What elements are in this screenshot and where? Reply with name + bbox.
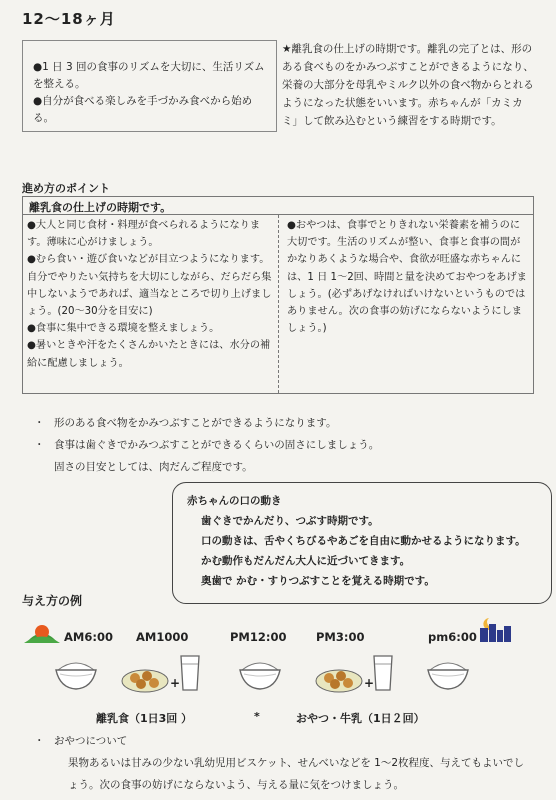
mouth-line: かむ動作もだんだん大人に近づいてきます。	[201, 555, 411, 567]
goal-item: ●1 日 3 回の食事のリズムを大切に、生活リズムを整える。	[33, 61, 265, 90]
snack-section	[34, 730, 534, 796]
plus-sign: +	[364, 676, 375, 690]
asterisk: *	[254, 710, 260, 723]
snack-text: 果物あるいは甘みの少ない乳幼児用ビスケット、せんべいなどを 1～2枚程度、与えてもよいでしょう。次の食事の妨げにならないよう、与える量に気をつけましょう。	[68, 757, 525, 791]
points-heading: 進め方のポイント	[22, 182, 110, 195]
example-title: 与え方の例	[22, 594, 83, 608]
points-box	[22, 196, 534, 394]
mouth-line: 歯ぐきでかんだり、つぶす時期です。	[201, 515, 379, 527]
plus-sign: +	[170, 676, 181, 690]
note-text: 食事は歯ぐきでかみつぶすことができるくらいの固さにしましょう。	[54, 439, 380, 451]
points-subheading: 離乳食の仕上げの時期です。	[23, 197, 533, 215]
bullet: ・	[34, 439, 45, 451]
snack-label: おやつ・牛乳（1日２回）	[296, 712, 425, 725]
snack-heading-row	[34, 730, 534, 752]
rice-bowl-icon	[236, 652, 284, 692]
time-label: AM1000	[136, 630, 189, 644]
time-label: PM12:00	[230, 630, 287, 644]
goals-box	[22, 40, 277, 132]
point-item: ●むら食い・遊び食いなどが目立つようになります。自分でやりたい気持ちを大切にしながら、だらだら集中しないようであれば、適当なところで切り上げましょう。(20～30分を目安に)	[27, 254, 272, 318]
points-right-column: ●おやつは、食事でとりきれない栄養素を補うのに大切です。生活のリズムが整い、食事と食事の間がかなりあくような場合や、食欲が旺盛な赤ちゃんには、1 日 1～2回、時間と量を決めておやつをあげましょう。(必ずあげなければいけないというものではありません。次の食事の妨げにならないようにしましょう。)	[287, 220, 527, 335]
note-text: 形のある食べ物をかみつぶすことができるようになります。	[54, 417, 337, 429]
mouth-movement-box	[172, 482, 552, 604]
sunrise-icon	[22, 622, 62, 644]
bullet: ・	[34, 735, 45, 747]
bullet: ・	[34, 417, 45, 429]
snack-heading: おやつについて	[54, 735, 128, 747]
mouth-line: 奥歯で かむ・すりつぶすことを覚える時期です。	[201, 575, 435, 587]
point-item: ●食事に集中できる環境を整えましょう。	[27, 323, 220, 335]
milk-glass-icon	[179, 654, 201, 692]
snack-plate-icon	[120, 664, 170, 694]
points-left-column	[23, 215, 277, 372]
note-item	[34, 412, 534, 434]
time-label: AM6:00	[64, 630, 113, 644]
mouth-title: 赤ちゃんの口の動き	[187, 495, 282, 507]
goal-item: ●自分が食べる楽しみを手づかみ食べから始める。	[33, 95, 253, 124]
meal-label: 離乳食（1日3回 ）	[96, 712, 193, 725]
note-item	[34, 434, 534, 456]
snack-plate-icon	[314, 664, 364, 694]
page-title: 12～18ヶ月	[22, 10, 116, 28]
note-text: 固さの目安としては、肉だんご程度です。	[54, 461, 253, 473]
point-item: ●暑いときや汗をたくさんかいたときには、水分の補給に配慮しましょう。	[27, 340, 271, 369]
milk-glass-icon	[372, 654, 394, 692]
rice-bowl-icon	[424, 652, 472, 692]
time-label: PM3:00	[316, 630, 365, 644]
mouth-line: 口の動きは、舌やくちびるやあごを自由に動かせるようになります。	[201, 535, 526, 547]
note-item	[34, 456, 534, 478]
point-item: ●大人と同じ食材・料理が食べられるようになります。薄味に心がけましょう。	[27, 220, 261, 249]
time-label: pm6:00	[428, 630, 477, 644]
night-city-icon	[478, 614, 512, 642]
stage-description: ★離乳食の仕上げの時期です。離乳の完了とは、形のある食べものをかみつぶすことができるようになり、栄養の大部分を母乳やミルク以外の食べ物からとれるようになった状態をいいます。赤ちゃんが「カミカミ」して飲み込むという練習をする時期です。	[282, 43, 534, 127]
notes-list	[34, 412, 534, 478]
rice-bowl-icon	[52, 652, 100, 692]
